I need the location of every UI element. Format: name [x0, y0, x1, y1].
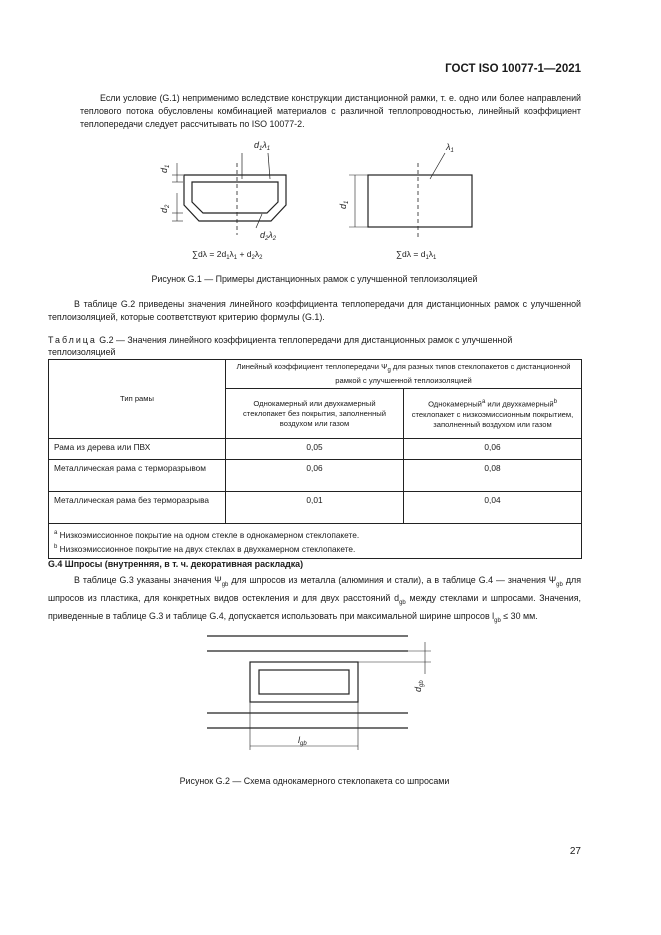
table-g2	[48, 359, 582, 559]
header-group: Линейный коэффициент теплопередачи $\Psi_g$ для разных типов стеклопакетов с дистанционной рамкой с улучшенной теплоизоляцией	[226, 360, 582, 389]
table-caption-word: Таблица	[48, 335, 97, 345]
label-d1-right: $d_1$	[338, 200, 350, 209]
figure-g2-caption: Рисунок G.2 — Схема однокамерного стеклопакета со шпросами	[179, 776, 450, 786]
figure-g1-caption: Рисунок G.1 — Примеры дистанционных рамок с улучшенной теплоизоляцией	[151, 274, 478, 284]
formula-left: $\sum d\lambda = 2d_1\lambda_1 + d_2\lambda_2$	[192, 249, 263, 261]
row-value-lowe: 0,08	[404, 460, 582, 492]
label-d1-lambda1: $d_1\lambda_1$	[254, 140, 271, 152]
page-number: 27	[569, 846, 581, 857]
label-dgb: $d_{gb}$	[413, 680, 425, 692]
spacer-frame-right	[368, 175, 472, 227]
section-g4-title: G.4 Шпросы (внутренняя, в т. ч. декоративная раскладка)	[48, 559, 304, 569]
row-frame-type: Металлическая рама без терморазрыва	[49, 492, 226, 524]
figure-g1-diagram	[150, 135, 490, 263]
spacer-frame-left	[184, 175, 286, 221]
g4-paragraph: В таблице G.3 указаны значения $\Psi_{gb}$ для шпросов из металла (алюминия и стали), а в таблице G.4 — значения $\Psi_{gb}$ для шпросов из пластика, для конкретных видов остекления и для двух расстояний $d_{gb}$ между стеклами и шпросами. Значения, приведенные в таблице G.3 и таблице G.4, допускается использовать при максимальной ширине шпросов $l_{gb} \le 30$ мм.	[48, 575, 581, 624]
header-frame-type: Тип рамы	[49, 360, 226, 439]
label-d2: $d_2$	[159, 204, 171, 213]
row-value-uncoated: 0,01	[226, 492, 404, 524]
table-note-b: $^b$ Низкоэмиссионное покрытие на двух стеклах в двухкамерном стеклопакете.	[54, 543, 356, 554]
table-row	[49, 439, 582, 460]
table-note-a: $^a$ Низкоэмиссионное покрытие на одном стекле в однокамерном стеклопакете.	[54, 529, 360, 540]
header-col-lowe: Однокамерный$^a$ или двухкамерный$^b$ стеклопакет с низкоэмиссионным покрытием, заполненный воздухом или газом	[404, 389, 582, 439]
row-value-lowe: 0,04	[404, 492, 582, 524]
table-intro-paragraph: В таблице G.2 приведены значения линейного коэффициента теплопередачи для дистанционных рамок с улучшенной теплоизоляцией, которые соответствуют критерию формулы (G.1).	[48, 299, 581, 323]
row-frame-type: Рама из дерева или ПВХ	[49, 439, 226, 460]
row-frame-type: Металлическая рама с терморазрывом	[49, 460, 226, 492]
table-notes	[49, 524, 582, 559]
muntin-outer	[250, 662, 358, 702]
row-value-uncoated: 0,05	[226, 439, 404, 460]
row-value-lowe: 0,06	[404, 439, 582, 460]
table-caption-text: G.2 — Значения линейного коэффициента теплопередачи для дистанционных рамок с улучшенной теплоизоляцией	[48, 335, 513, 357]
formula-right: $\sum d\lambda = d_1\lambda_1$	[396, 249, 437, 261]
intro-paragraph: Если условие (G.1) неприменимо вследствие конструкции дистанционной рамки, т. е. одно или более направлений теплового потока обусловлены комбинацией материалов с различной теплопроводностью, линейный коэффициент теплопередачи следует рассчитывать по ISO 10077-2.	[80, 93, 581, 130]
label-d1: $d_1$	[159, 164, 171, 173]
row-value-uncoated: 0,06	[226, 460, 404, 492]
figure-g2-diagram	[195, 630, 445, 750]
header-col-uncoated: Однокамерный или двухкамерный стеклопакет без покрытия, заполненный воздухом или газом	[226, 389, 404, 439]
table-caption	[48, 334, 581, 358]
inner-frame-outline	[192, 182, 278, 213]
label-lambda1: $\lambda_1$	[446, 142, 454, 154]
table-row	[49, 492, 582, 524]
document-header: ГОСТ ISO 10077-1—2021	[445, 63, 581, 75]
table-row	[49, 460, 582, 492]
label-d2-lambda2: $d_2\lambda_2$	[260, 230, 277, 242]
label-lgb: $l_{gb}$	[298, 735, 307, 747]
